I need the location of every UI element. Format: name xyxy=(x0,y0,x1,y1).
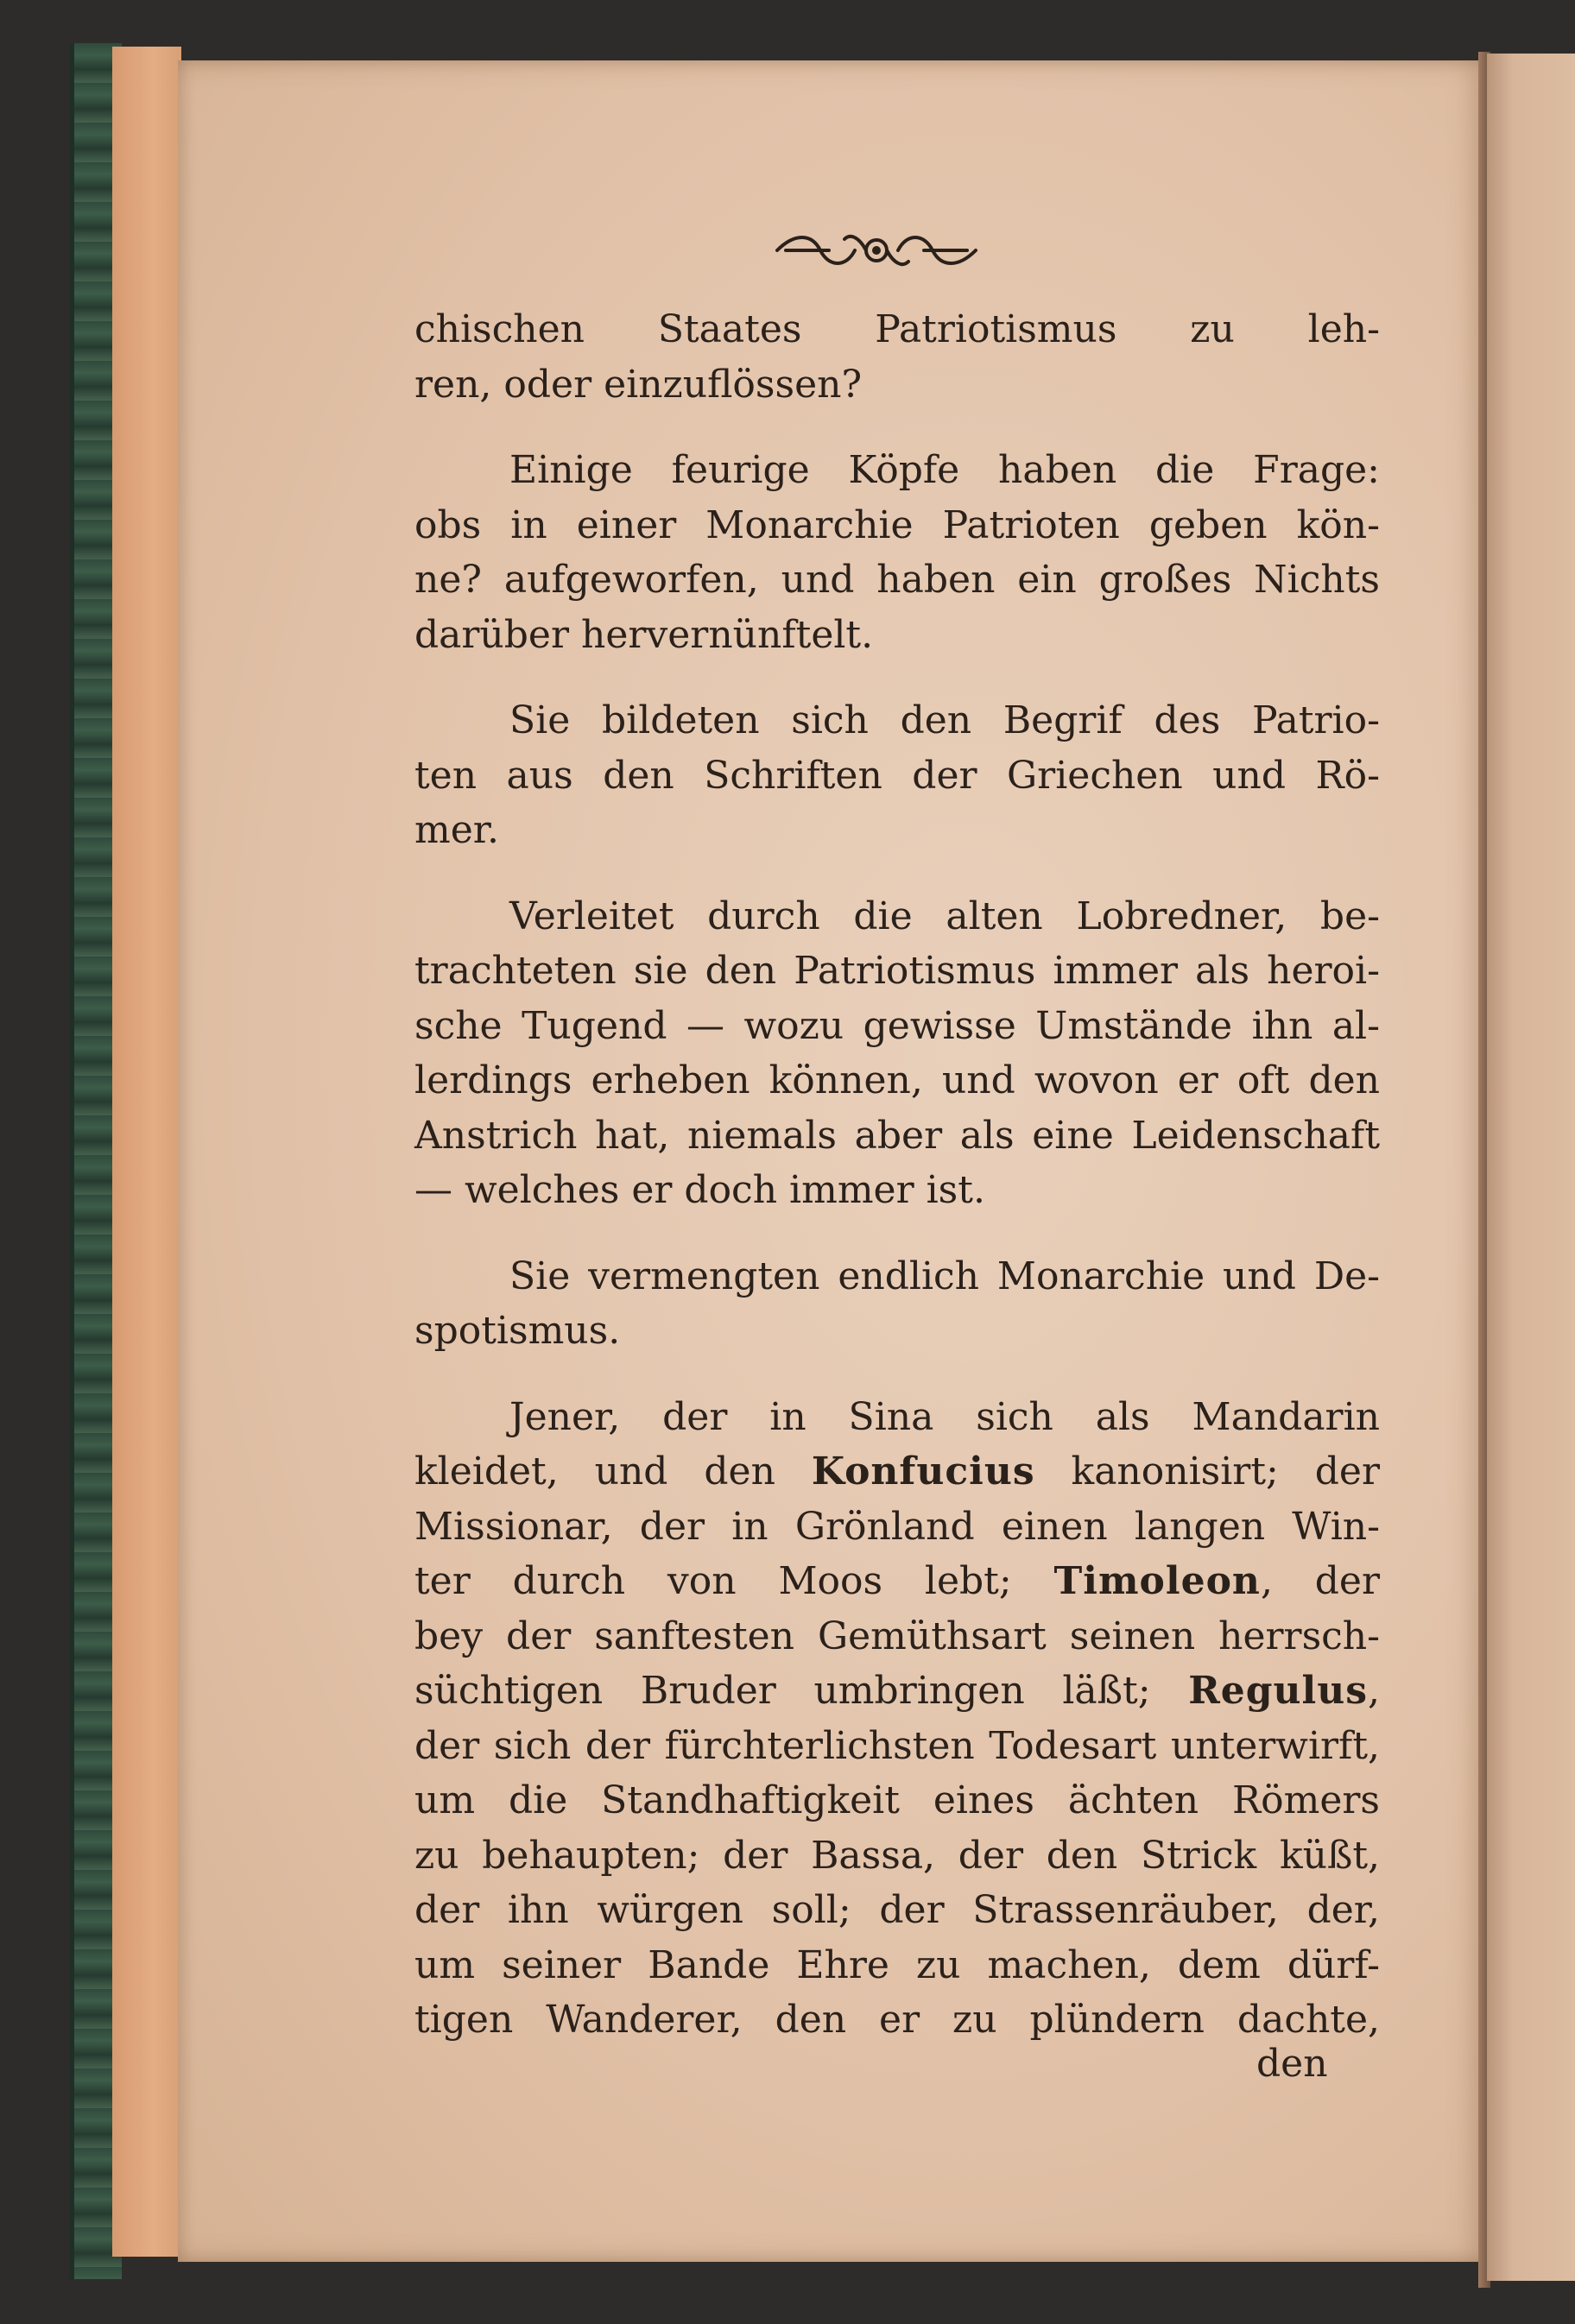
facing-page-edge xyxy=(1487,54,1575,2281)
text-line: süchtigen Bruder umbringen läßt; Regulus, xyxy=(414,1669,1380,1713)
text-line: zu behaupten; der Bassa, der den Strick küßt, xyxy=(414,1833,1380,1878)
text-line: mer. xyxy=(414,808,499,852)
text-line: Anstrich hat, niemals aber als eine Leidenschaft xyxy=(414,1113,1380,1158)
text-line: der ihn würgen soll; der Strassenräuber, der, xyxy=(414,1888,1380,1932)
text-line: ren, oder einzuflössen? xyxy=(414,362,863,407)
text-line: obs in einer Monarchie Patrioten geben kön- xyxy=(414,502,1380,547)
text-line: kleidet, und den Konfucius kanonisirt; der xyxy=(414,1449,1380,1494)
text-line: um die Standhaftigkeit eines ächten Römers xyxy=(414,1778,1380,1822)
text-line: Einige feurige Köpfe haben die Frage: xyxy=(509,448,1380,492)
text-line: lerdings erheben können, und wovon er oft den xyxy=(414,1058,1380,1102)
text-line: der sich der fürchterlichsten Todesart unterwirft, xyxy=(414,1723,1380,1768)
text-line: ne? aufgeworfen, und haben ein großes Nichts xyxy=(414,558,1380,602)
text-line: ter durch von Moos lebt; Timoleon, der xyxy=(414,1559,1380,1603)
text-line: Missionar, der in Grönland einen langen Win- xyxy=(414,1504,1380,1549)
text-line: um seiner Bande Ehre zu machen, dem dürf- xyxy=(414,1942,1380,1987)
text-line: Sie vermengten endlich Monarchie und De- xyxy=(509,1254,1380,1298)
name-timoleon: Timoleon xyxy=(1053,1559,1261,1603)
catchword: den xyxy=(1256,2042,1328,2086)
text-line: — welches er doch immer ist. xyxy=(414,1168,985,1212)
text-line: tigen Wanderer, den er zu plündern dachte, xyxy=(414,1998,1380,2042)
fleuron-ornament-icon xyxy=(769,220,984,281)
text-line: darüber hervernünftelt. xyxy=(414,612,874,657)
text-line: spotismus. xyxy=(414,1309,621,1353)
text-line: sche Tugend — wozu gewisse Umstände ihn al- xyxy=(414,1003,1380,1048)
text-line: trachteten sie den Patriotismus immer als heroi- xyxy=(414,949,1380,993)
text-line: chischen Staates Patriotismus zu leh- xyxy=(414,307,1380,351)
text-line: Verleitet durch die alten Lobredner, be- xyxy=(509,894,1380,938)
text-line: Jener, der in Sina sich als Mandarin xyxy=(509,1394,1380,1439)
name-konfucius: Konfucius xyxy=(811,1449,1035,1494)
text-line: Sie bildeten sich den Begrif des Patrio- xyxy=(509,698,1380,742)
endpaper xyxy=(112,47,181,2257)
text-line: ten aus den Schriften der Griechen und Rö- xyxy=(414,753,1380,798)
page-text xyxy=(414,302,1380,2048)
name-regulus: Regulus xyxy=(1188,1669,1368,1713)
text-line: bey der sanftesten Gemüthsart seinen herrsch- xyxy=(414,1614,1380,1658)
